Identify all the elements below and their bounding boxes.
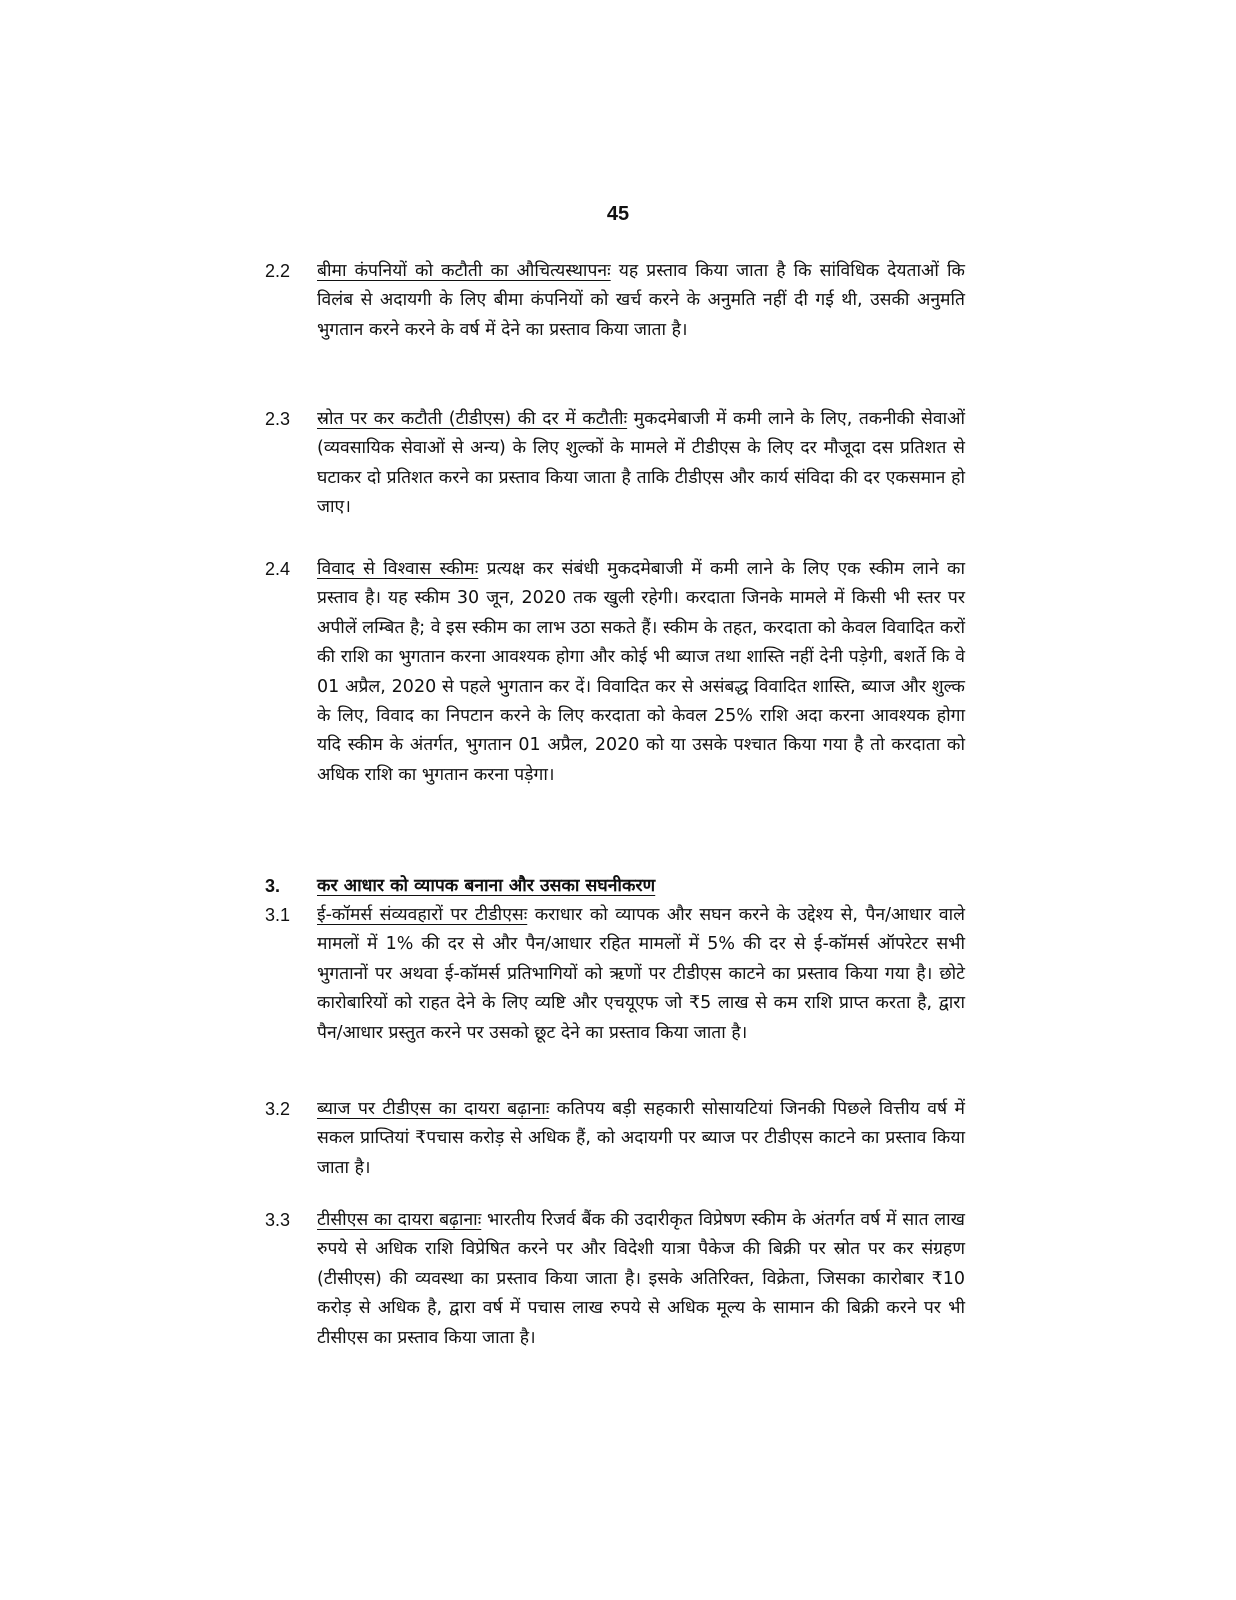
paragraph-number: 2.3 (265, 409, 291, 429)
paragraph-body (317, 901, 965, 1048)
paragraph-text: प्रत्यक्ष कर संबंधी मुकदमेबाजी में कमी लाने के लिए एक स्कीम लाने का प्रस्ताव है। यह स्कीम 30 जून, 2020 तक खुली रहेगी। करदाता जिनके मामले में किसी भी स्तर पर अपीलें लम्बित है; वे इस स्कीम का लाभ उठा सकते हैं। स्कीम के तहत, करदाता को केवल विवादित करों की राशि का भुगतान करना आवश्यक होगा और कोई भी ब्याज तथा शास्ति नहीं देनी पड़ेगी, बशर्ते कि वे 01 अप्रैल, 2020 से पहले भुगतान कर दें। विवादित कर से असंबद्ध विवादित शास्ति, ब्याज और शुल्क के लिए, विवाद का निपटान करने के लिए करदाता को केवल 25% राशि अदा करना आवश्यक होगा यदि स्कीम के अंतर्गत, भुगतान 01 अप्रैल, 2020 को या उसके पश्चात किया गया है तो करदाता को अधिक राशि का भुगतान करना पड़ेगा। (317, 559, 965, 785)
paragraph-number: 3.1 (265, 905, 291, 925)
paragraph-text: कतिपय बड़ी सहकारी सोसायटियां जिनकी पिछले वित्तीय वर्ष में सकल प्राप्तियां ₹पचास करोड़ से अधिक हैं, को अदायगी पर ब्याज पर टीडीएस काटने का प्रस्ताव किया जाता है। (317, 1099, 965, 1178)
paragraph-title: टीसीएस का दायरा बढ़ानाः (317, 1210, 482, 1230)
paragraph-number: 3.2 (265, 1099, 291, 1119)
section-heading-3 (265, 872, 965, 901)
page-number: 45 (606, 203, 630, 225)
paragraph-text: मुकदमेबाजी में कमी लाने के लिए, तकनीकी सेवाओं (व्यवसायिक सेवाओं से अन्य) के लिए शुल्कों के मामले में टीडीएस के लिए दर मौजूदा दस प्रतिशत से घटाकर दो प्रतिशत करने का प्रस्ताव किया जाता है ताकि टीडीएस और कार्य संविदा की दर एकसमान हो जाए। (317, 409, 965, 518)
section-number: 3. (265, 876, 281, 896)
paragraph-text: कराधार को व्यापक और सघन करने के उद्देश्य से, पैन/आधार वाले मामलों में 1% की दर से और पैन/आधार रहित मामलों में 5% की दर से ई-कॉमर्स ऑपरेटर सभी भुगतानों पर अथवा ई-कॉमर्स प्रतिभागियों को ऋणों पर टीडीएस काटने का प्रस्ताव किया गया है। छोटे कारोबारियों को राहत देने के लिए व्यष्टि और एचयूएफ जो ₹5 लाख से कम राशि प्राप्त करता है, द्वारा पैन/आधार प्रस्तुत करने पर उसको छूट देने का प्रस्ताव किया जाता है। (317, 905, 965, 1043)
section-title: कर आधार को व्यापक बनाना और उसका सघनीकरण (317, 876, 656, 896)
paragraph-2-4 (265, 555, 965, 790)
paragraph-number: 2.4 (265, 559, 291, 579)
paragraph-3-1 (265, 901, 965, 1048)
paragraph-2-3 (265, 405, 965, 523)
paragraph-title: बीमा कंपनियों को कटौती का औचित्यस्थापनः (317, 261, 611, 281)
paragraph-body (317, 1095, 965, 1183)
paragraph-title: ब्याज पर टीडीएस का दायरा बढ़ानाः (317, 1099, 550, 1119)
paragraph-3-2 (265, 1095, 965, 1183)
paragraph-body (317, 405, 965, 523)
paragraph-number: 2.2 (265, 261, 291, 281)
paragraph-title: स्रोत पर कर कटौती (टीडीएस) की दर में कटौतीः (317, 409, 628, 429)
paragraph-title: ई-कॉमर्स संव्यवहारों पर टीडीएसः (317, 905, 528, 925)
paragraph-2-2 (265, 257, 965, 345)
paragraph-body (317, 555, 965, 790)
paragraph-text: यह प्रस्ताव किया जाता है कि सांविधिक देयताओं कि विलंब से अदायगी के लिए बीमा कंपनियों को खर्च करने के अनुमति नहीं दी गई थी, उसकी अनुमति भुगतान करने करने के वर्ष में देने का प्रस्ताव किया जाता है। (317, 261, 965, 340)
paragraph-text: भारतीय रिजर्व बैंक की उदारीकृत विप्रेषण स्कीम के अंतर्गत वर्ष में सात लाख रुपये से अधिक राशि विप्रेषित करने पर और विदेशी यात्रा पैकेज की बिक्री पर स्रोत पर कर संग्रहण (टीसीएस) की व्यवस्था का प्रस्ताव किया जाता है। इसके अतिरिक्त, विक्रेता, जिसका कारोबार ₹10 करोड़ से अधिक है, द्वारा वर्ष में पचास लाख रुपये से अधिक मूल्य के सामान की बिक्री करने पर भी टीसीएस का प्रस्ताव किया जाता है। (317, 1210, 965, 1348)
paragraph-3-3 (265, 1206, 965, 1353)
paragraph-body (317, 257, 965, 345)
paragraph-title: विवाद से विश्वास स्कीमः (317, 559, 479, 579)
paragraph-body (317, 1206, 965, 1353)
paragraph-number: 3.3 (265, 1210, 291, 1230)
